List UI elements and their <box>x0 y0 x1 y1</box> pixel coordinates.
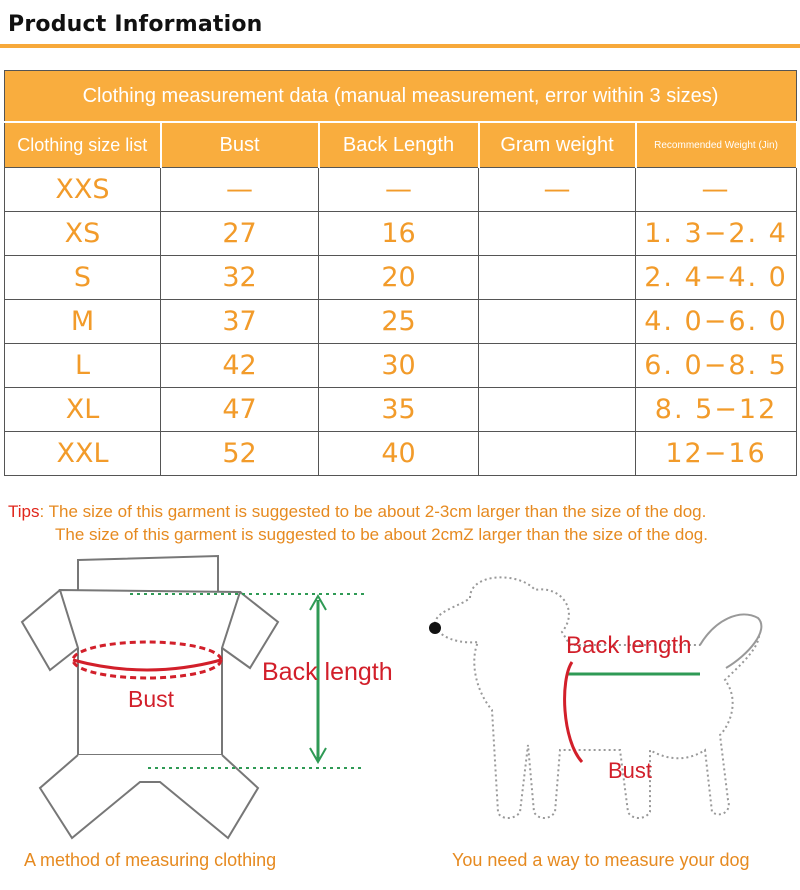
cell-recommended-weight: 6. 0−8. 5 <box>636 344 797 388</box>
cell-back-length: 25 <box>319 300 479 344</box>
dog-drawing <box>429 577 761 818</box>
column-header-back-length: Back Length <box>319 122 479 168</box>
sizing-tips <box>8 500 798 546</box>
cell-bust: 52 <box>161 432 319 476</box>
table-row <box>5 168 797 212</box>
table-header-row <box>5 122 797 168</box>
tips-label: Tips <box>8 502 40 521</box>
tips-line-2: The size of this garment is suggested to be about 2cmZ larger than the size of the dog. <box>55 525 708 544</box>
cell-back-length: 40 <box>319 432 479 476</box>
clothing-back-length-label: Back length <box>262 658 393 686</box>
cell-back-length: 35 <box>319 388 479 432</box>
cell-back-length: — <box>319 168 479 212</box>
clothing-diagram-caption: A method of measuring clothing <box>24 850 277 870</box>
cell-back-length: 20 <box>319 256 479 300</box>
measurement-illustrations <box>0 550 800 850</box>
table-row <box>5 388 797 432</box>
dog-nose-icon <box>429 622 441 634</box>
cell-bust: 32 <box>161 256 319 300</box>
table-row <box>5 256 797 300</box>
cell-size: L <box>5 344 161 388</box>
cell-gram-weight: — <box>479 168 636 212</box>
cell-recommended-weight: 8. 5−12 <box>636 388 797 432</box>
clothing-bust-label: Bust <box>128 686 175 712</box>
cell-size: XL <box>5 388 161 432</box>
table-row <box>5 432 797 476</box>
column-header-recommended-weight: Recommended Weight (Jin) <box>636 122 797 168</box>
page-header <box>0 0 800 50</box>
dog-bust-label: Bust <box>608 758 653 783</box>
cell-back-length: 16 <box>319 212 479 256</box>
cell-recommended-weight: 4. 0−6. 0 <box>636 300 797 344</box>
cell-gram-weight <box>479 388 636 432</box>
table-row <box>5 212 797 256</box>
dog-diagram-caption: You need a way to measure your dog <box>452 850 750 870</box>
cell-recommended-weight: — <box>636 168 797 212</box>
cell-gram-weight <box>479 212 636 256</box>
cell-bust: 37 <box>161 300 319 344</box>
cell-size: XS <box>5 212 161 256</box>
garment-drawing <box>22 556 393 838</box>
cell-gram-weight <box>479 300 636 344</box>
cell-bust: — <box>161 168 319 212</box>
tips-line-1: : The size of this garment is suggested to be about 2-3cm larger than the size of the dog. <box>39 502 707 521</box>
column-header-size: Clothing size list <box>5 122 161 168</box>
table-row <box>5 344 797 388</box>
cell-bust: 42 <box>161 344 319 388</box>
cell-gram-weight <box>479 432 636 476</box>
table-row <box>5 300 797 344</box>
cell-gram-weight <box>479 344 636 388</box>
cell-recommended-weight: 2. 4−4. 0 <box>636 256 797 300</box>
table-caption: Clothing measurement data (manual measurement, error within 3 sizes) <box>5 71 797 123</box>
cell-bust: 47 <box>161 388 319 432</box>
cell-size: XXL <box>5 432 161 476</box>
cell-back-length: 30 <box>319 344 479 388</box>
column-header-bust: Bust <box>161 122 319 168</box>
cell-size: M <box>5 300 161 344</box>
cell-bust: 27 <box>161 212 319 256</box>
size-chart-table <box>4 70 798 476</box>
cell-recommended-weight: 1. 3−2. 4 <box>636 212 797 256</box>
column-header-gram-weight: Gram weight <box>479 122 636 168</box>
cell-recommended-weight: 12−16 <box>636 432 797 476</box>
cell-gram-weight <box>479 256 636 300</box>
cell-size: S <box>5 256 161 300</box>
header-divider <box>0 44 800 48</box>
cell-size: XXS <box>5 168 161 212</box>
dog-back-length-label: Back length <box>566 632 692 659</box>
page-title: Product Information <box>8 12 263 37</box>
